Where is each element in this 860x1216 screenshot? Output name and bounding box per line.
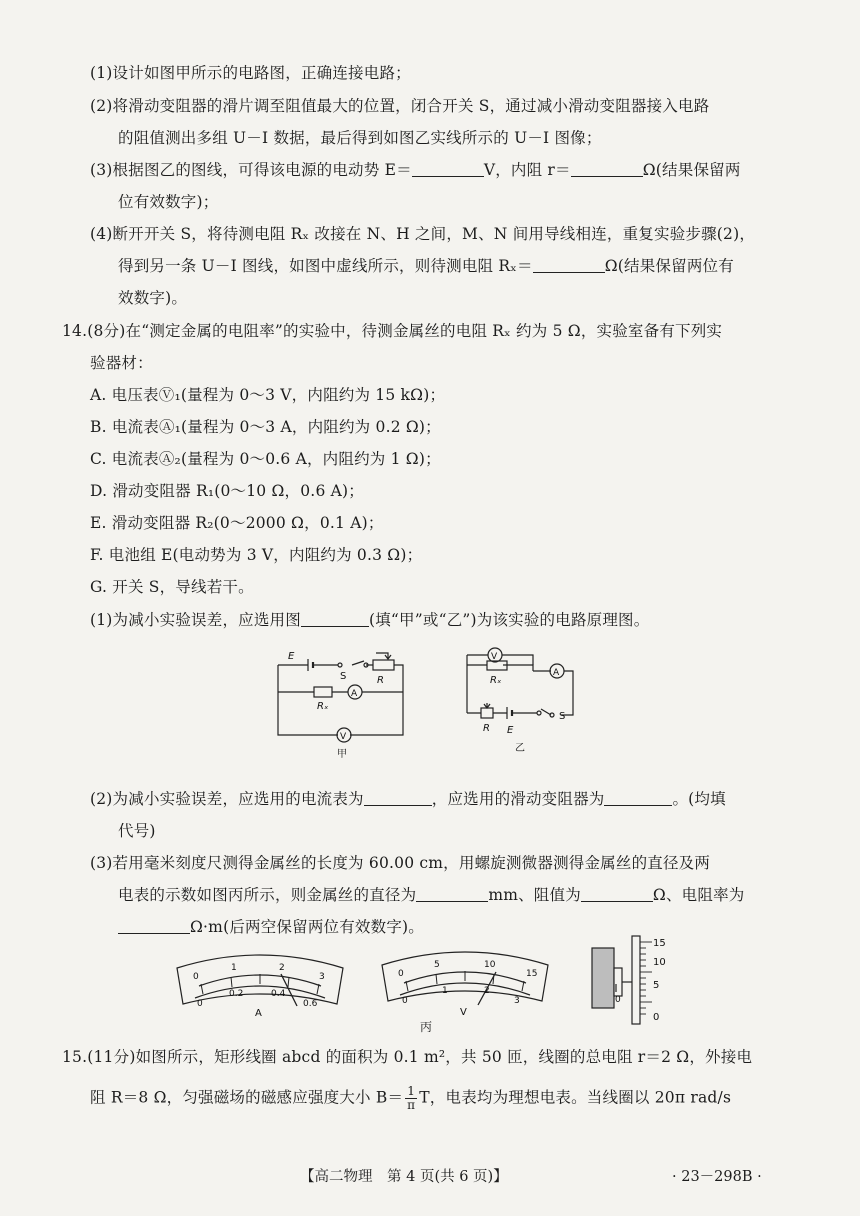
ammeter-top-0: 0 bbox=[193, 972, 199, 982]
q14-part3-line1: (3)若用毫米刻度尺测得金属丝的长度为 60.00 cm，用螺旋测微器测得金属丝的直径及两 bbox=[90, 854, 711, 872]
micrometer-tick-15: 15 bbox=[653, 938, 666, 949]
equipment-item-a: A. 电压表Ⓥ₁(量程为 0～3 V，内阻约为 15 kΩ)； bbox=[90, 386, 446, 404]
fraction-numerator: 1 bbox=[405, 1085, 417, 1099]
voltmeter-bottom-1: 1 bbox=[442, 986, 448, 996]
yi-label-e: E bbox=[507, 725, 514, 736]
answer-blank-circuit-choice[interactable] bbox=[301, 610, 369, 627]
q14-part3-text-c: Ω、电阻率为 bbox=[652, 886, 745, 904]
micrometer-tick-10: 10 bbox=[653, 957, 666, 968]
ammeter-unit-label: A bbox=[255, 1008, 262, 1019]
q13-step3-line1 bbox=[90, 159, 741, 181]
answer-blank-resistivity[interactable] bbox=[118, 917, 190, 934]
voltmeter-top-5: 5 bbox=[434, 960, 440, 970]
q14-part2-line2: 代号) bbox=[118, 822, 156, 840]
q14-part1-text-a: (1)为减小实验误差，应选用图 bbox=[90, 611, 301, 629]
yi-voltmeter-v: V bbox=[491, 652, 498, 662]
voltmeter-bottom-0: 0 bbox=[402, 996, 408, 1006]
yi-ammeter-a: A bbox=[553, 668, 560, 678]
q13-step2-line2: 的阻值测出多组 U－I 数据，最后得到如图乙实线所示的 U－I 图像； bbox=[118, 129, 602, 147]
q14-part2-text-b: ，应选用的滑动变阻器为 bbox=[431, 790, 605, 808]
equipment-item-f: F. 电池组 E(电动势为 3 V，内阻约为 0.3 Ω)； bbox=[90, 546, 423, 564]
yi-label-s: S bbox=[559, 711, 566, 722]
q14-stem-line1: 14.(8分)在“测定金属的电阻率”的实验中，待测金属丝的电阻 Rₓ 约为 5 Ω，实验室备有下列实 bbox=[62, 322, 723, 340]
q13-step4-line2 bbox=[118, 255, 734, 277]
q13-step4-line1: (4)断开开关 S，将待测电阻 Rₓ 改接在 N、H 之间，M、N 间用导线相连，重复实验步骤(2)， bbox=[90, 225, 756, 243]
answer-blank-rx[interactable] bbox=[533, 256, 605, 273]
micrometer bbox=[588, 930, 668, 1025]
voltmeter-bottom-2: 2 bbox=[484, 986, 490, 996]
ammeter-top-1: 1 bbox=[231, 963, 237, 973]
voltmeter-dial bbox=[380, 945, 550, 1017]
caption-jia: 甲 bbox=[337, 749, 347, 760]
micrometer-tick-5: 5 bbox=[653, 980, 660, 991]
q13-step4-line3: 效数字)。 bbox=[118, 289, 188, 307]
jia-label-e: E bbox=[288, 651, 295, 662]
q15-line2 bbox=[90, 1085, 731, 1112]
ammeter-bottom-3: 0.6 bbox=[303, 999, 318, 1009]
q14-part3-text-a: 电表的示数如图丙所示，则金属丝的直径为 bbox=[118, 886, 417, 904]
q13-step3-text-b: V，内阻 r＝ bbox=[483, 161, 571, 179]
q14-part2-text-c: 。(均填 bbox=[672, 790, 726, 808]
jia-label-s: S bbox=[340, 671, 347, 682]
q13-step1: (1)设计如图甲所示的电路图，正确连接电路； bbox=[90, 64, 411, 82]
equipment-item-e: E. 滑动变阻器 R₂(0～2000 Ω，0.1 A)； bbox=[90, 514, 384, 532]
q13-step3-text-a: (3)根据图乙的图线，可得该电源的电动势 E＝ bbox=[90, 161, 412, 179]
q14-part2-text-a: (2)为减小实验误差，应选用的电流表为 bbox=[90, 790, 364, 808]
voltmeter-unit-label: V bbox=[460, 1007, 467, 1017]
answer-blank-internal-resistance[interactable] bbox=[571, 160, 643, 177]
caption-yi: 乙 bbox=[515, 743, 525, 754]
q15-text-a: 阻 R＝8 Ω，匀强磁场的磁感应强度大小 B＝ bbox=[90, 1088, 404, 1107]
yi-label-r: R bbox=[483, 723, 490, 734]
voltmeter-top-0: 0 bbox=[398, 969, 404, 979]
equipment-item-d: D. 滑动变阻器 R₁(0～10 Ω，0.6 A)； bbox=[90, 482, 364, 500]
circuit-diagram-yi bbox=[455, 643, 590, 758]
q14-part1 bbox=[90, 609, 649, 631]
voltmeter-bottom-3: 3 bbox=[514, 996, 520, 1006]
q15-text-b: T，电表均为理想电表。当线圈以 20π rad/s bbox=[419, 1088, 732, 1107]
caption-bing: 丙 bbox=[420, 1020, 433, 1034]
q14-stem-line2: 验器材： bbox=[90, 354, 153, 372]
micrometer-tick-0: 0 bbox=[653, 1012, 660, 1023]
ammeter-bottom-0: 0 bbox=[197, 999, 203, 1009]
jia-label-r: R bbox=[377, 675, 384, 686]
jia-ammeter-a: A bbox=[351, 689, 358, 699]
q14-part1-text-b: (填“甲”或“乙”)为该实验的电路原理图。 bbox=[368, 611, 650, 629]
answer-blank-resistance[interactable] bbox=[581, 885, 653, 902]
q15-line1: 15.(11分)如图所示，矩形线圈 abcd 的面积为 0.1 m²，共 50 匝，线圈的总电阻 r＝2 Ω，外接电 bbox=[62, 1048, 753, 1066]
ammeter-bottom-1: 0.2 bbox=[229, 989, 244, 999]
micrometer-sleeve-0: 0 bbox=[615, 995, 621, 1005]
page-footer-title: 【高二物理 第 4 页(共 6 页)】 bbox=[300, 1169, 508, 1185]
voltmeter-top-10: 10 bbox=[484, 960, 496, 970]
q13-step4-text-b: Ω(结果保留两位有 bbox=[604, 257, 734, 275]
circuit-diagram-jia bbox=[268, 645, 418, 760]
q13-step4-text-a: 得到另一条 U－I 图线，如图中虚线所示，则待测电阻 Rₓ＝ bbox=[118, 257, 533, 275]
fraction-denominator: π bbox=[407, 1098, 416, 1112]
q13-step3-text-c: Ω(结果保留两 bbox=[642, 161, 741, 179]
equipment-item-b: B. 电流表Ⓐ₁(量程为 0～3 A，内阻约为 0.2 Ω)； bbox=[90, 418, 441, 436]
voltmeter-top-15: 15 bbox=[526, 969, 538, 979]
q14-part2-line1 bbox=[90, 788, 726, 810]
q14-part3-text-b: mm、阻值为 bbox=[488, 886, 581, 904]
q13-step3-line2: 位有效数字)； bbox=[118, 193, 219, 211]
answer-blank-emf[interactable] bbox=[412, 160, 484, 177]
q13-step2-line1: (2)将滑动变阻器的滑片调至阻值最大的位置，闭合开关 S，通过减小滑动变阻器接入电路 bbox=[90, 97, 710, 115]
answer-blank-ammeter[interactable] bbox=[364, 789, 432, 806]
ammeter-top-3: 3 bbox=[319, 972, 325, 982]
ammeter-bottom-2: 0.4 bbox=[271, 989, 286, 999]
jia-voltmeter-v: V bbox=[340, 732, 347, 742]
q14-part3-text-d: Ω·m(后两空保留两位有效数字)。 bbox=[190, 918, 424, 936]
q14-part3-line3 bbox=[118, 916, 424, 938]
answer-blank-rheostat[interactable] bbox=[604, 789, 672, 806]
equipment-item-c: C. 电流表Ⓐ₂(量程为 0～0.6 A，内阻约为 1 Ω)； bbox=[90, 450, 441, 468]
jia-label-rx: Rₓ bbox=[317, 701, 329, 712]
q14-part3-line2 bbox=[118, 884, 744, 906]
equipment-item-g: G. 开关 S，导线若干。 bbox=[90, 578, 254, 596]
ammeter-top-2: 2 bbox=[279, 963, 285, 973]
fraction-one-over-pi bbox=[405, 1085, 417, 1112]
yi-label-rx: Rₓ bbox=[490, 675, 502, 686]
answer-blank-diameter[interactable] bbox=[416, 885, 488, 902]
page-footer-code: · 23－298B · bbox=[672, 1169, 762, 1185]
ammeter-dial bbox=[175, 948, 345, 1020]
